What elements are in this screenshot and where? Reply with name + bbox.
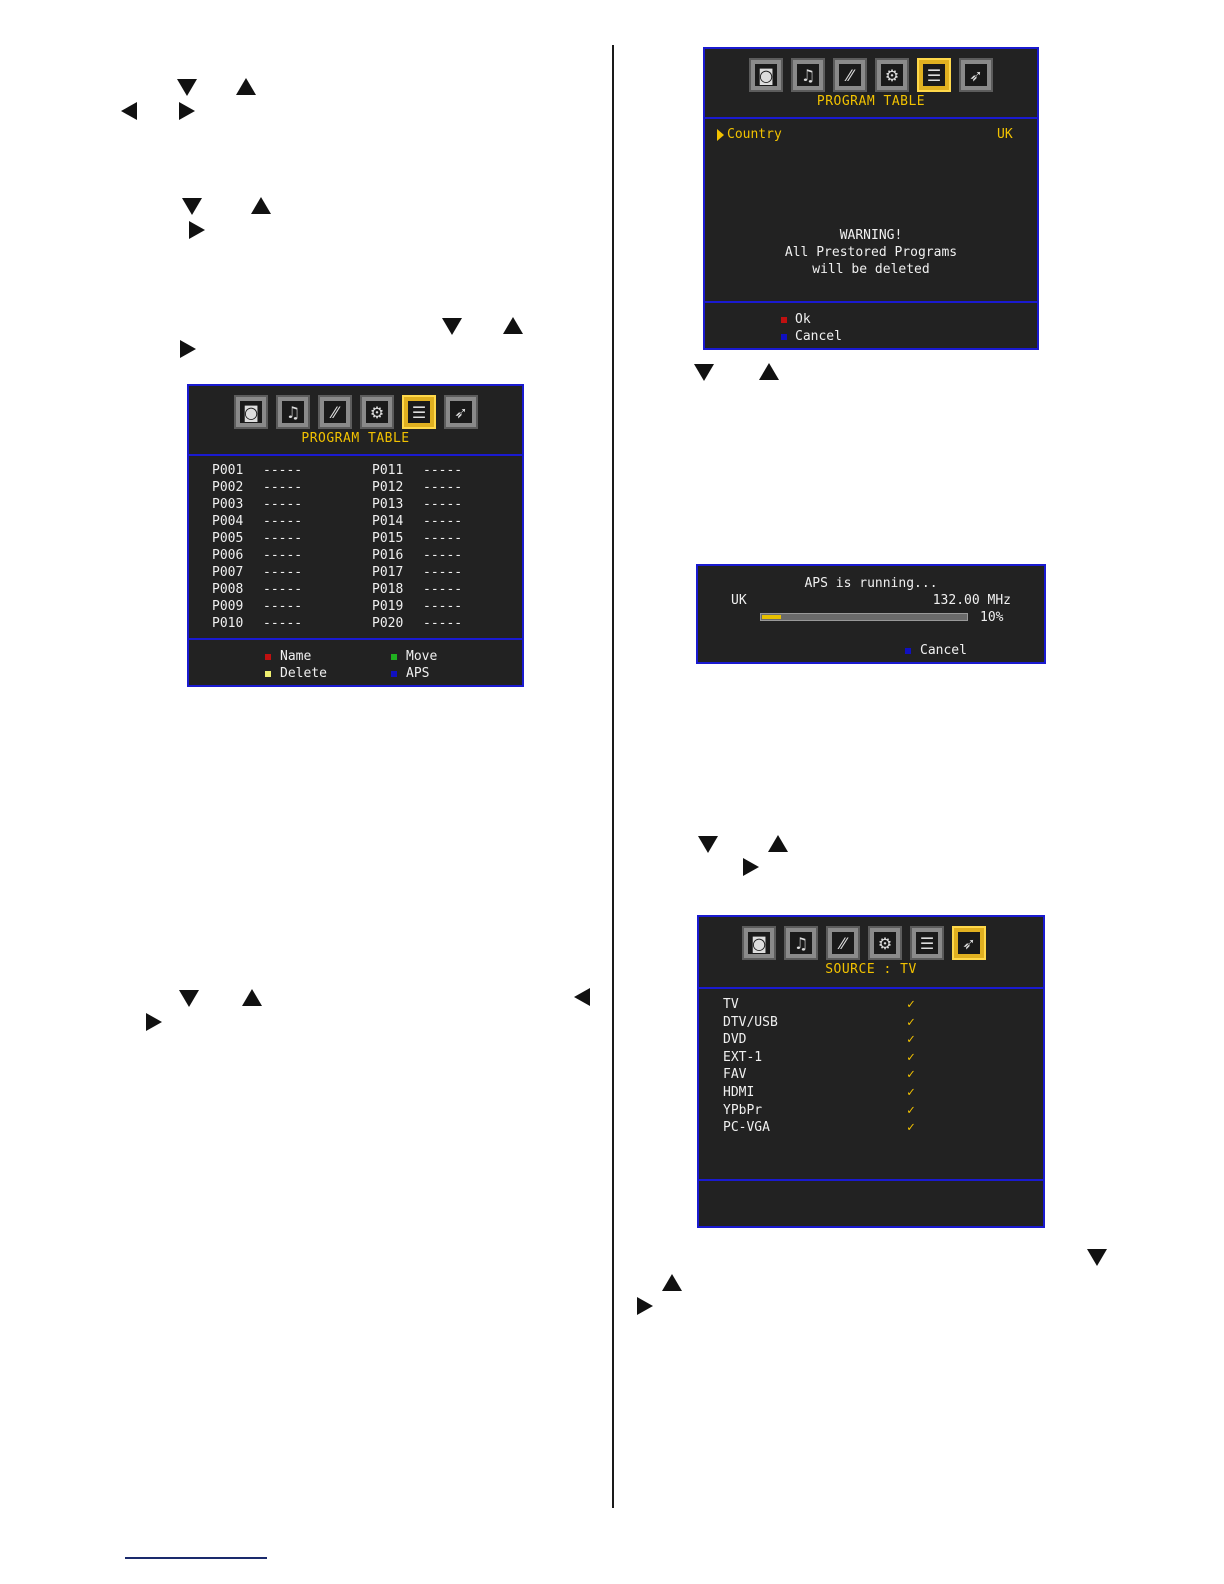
osd-separator [705, 301, 1037, 303]
program-name[interactable]: ----- [423, 599, 463, 614]
osd-title: PROGRAM TABLE [301, 431, 410, 446]
aps-warning-osd [703, 47, 1039, 350]
right-arrow-icon [189, 221, 205, 239]
program-name[interactable]: ----- [423, 616, 463, 631]
red-key-icon [781, 317, 787, 323]
check-icon: ✓ [907, 1032, 915, 1048]
program-number[interactable]: P004 [212, 514, 244, 529]
program-name[interactable]: ----- [263, 599, 303, 614]
settings-icon[interactable]: ⚙ [868, 926, 902, 960]
camera-icon[interactable]: ◙ [742, 926, 776, 960]
program-number[interactable]: P005 [212, 531, 244, 546]
source-icon[interactable]: ➶ [444, 395, 478, 429]
program-name[interactable]: ----- [263, 616, 303, 631]
left-arrow-icon [574, 988, 590, 1006]
source-icon[interactable]: ➶ [952, 926, 986, 960]
program-number[interactable]: P019 [372, 599, 404, 614]
down-arrow-icon [177, 79, 197, 96]
cancel-option[interactable]: Cancel [795, 329, 842, 344]
country-value[interactable]: UK [997, 127, 1013, 142]
aps-progress-bar [760, 613, 968, 621]
camera-icon[interactable]: ◙ [234, 395, 268, 429]
program-table-icon[interactable]: ☰ [910, 926, 944, 960]
osd-title: PROGRAM TABLE [816, 94, 926, 109]
picture-icon[interactable]: ⁄⁄ [826, 926, 860, 960]
program-name[interactable]: ----- [423, 531, 463, 546]
up-arrow-icon [759, 363, 779, 380]
blue-key-icon [781, 334, 787, 340]
blue-key-icon [391, 671, 397, 677]
program-number[interactable]: P001 [212, 463, 244, 478]
down-arrow-icon [182, 198, 202, 215]
right-arrow-icon [637, 1297, 653, 1315]
legend-delete[interactable]: Delete [280, 666, 327, 681]
warning-heading: WARNING! [839, 228, 903, 243]
program-number[interactable]: P011 [372, 463, 404, 478]
program-name[interactable]: ----- [423, 514, 463, 529]
country-label[interactable]: Country [727, 127, 782, 142]
program-number[interactable]: P008 [212, 582, 244, 597]
up-arrow-icon [662, 1274, 682, 1291]
program-number[interactable]: P015 [372, 531, 404, 546]
program-number[interactable]: P020 [372, 616, 404, 631]
osd-separator [189, 638, 522, 640]
aps-progress-percent: 10% [980, 610, 1004, 625]
program-name[interactable]: ----- [423, 480, 463, 495]
legend-name[interactable]: Name [280, 649, 312, 664]
program-name[interactable]: ----- [423, 565, 463, 580]
osd-title: SOURCE : TV [825, 962, 917, 977]
check-icon: ✓ [907, 1102, 915, 1118]
program-number[interactable]: P018 [372, 582, 404, 597]
program-name[interactable]: ----- [423, 497, 463, 512]
source-item[interactable]: HDMI [723, 1085, 755, 1100]
source-item[interactable]: FAV [723, 1067, 747, 1083]
green-key-icon [391, 654, 397, 660]
program-name[interactable]: ----- [263, 548, 303, 563]
osd-separator [705, 117, 1037, 119]
down-arrow-icon [698, 836, 718, 853]
check-icon: ✓ [907, 1085, 915, 1100]
program-name[interactable]: ----- [263, 514, 303, 529]
music-icon[interactable]: ♫ [791, 58, 825, 92]
program-number[interactable]: P009 [212, 599, 244, 614]
source-item[interactable]: EXT-1 [723, 1049, 763, 1065]
down-arrow-icon [442, 318, 462, 335]
camera-icon[interactable]: ◙ [749, 58, 783, 92]
source-item[interactable]: PC-VGA [723, 1120, 770, 1136]
red-key-icon [265, 654, 271, 660]
program-name[interactable]: ----- [423, 463, 463, 478]
check-icon: ✓ [907, 1014, 915, 1030]
program-number[interactable]: P010 [212, 616, 244, 631]
up-arrow-icon [242, 989, 262, 1006]
settings-icon[interactable]: ⚙ [875, 58, 909, 92]
program-number[interactable]: P006 [212, 548, 244, 563]
program-name[interactable]: ----- [263, 582, 303, 597]
program-table-icon[interactable]: ☰ [917, 58, 951, 92]
music-icon[interactable]: ♫ [784, 926, 818, 960]
aps-country: UK [731, 593, 747, 608]
up-arrow-icon [251, 197, 271, 214]
up-arrow-icon [768, 835, 788, 852]
source-icon[interactable]: ➶ [959, 58, 993, 92]
program-name[interactable]: ----- [423, 548, 463, 563]
up-arrow-icon [236, 78, 256, 95]
right-arrow-icon [146, 1013, 162, 1031]
right-arrow-icon [179, 102, 195, 120]
aps-progress-osd [696, 564, 1046, 664]
program-number[interactable]: P016 [372, 548, 404, 563]
up-arrow-icon [503, 317, 523, 334]
ok-option[interactable]: Ok [795, 312, 811, 327]
check-icon: ✓ [907, 1120, 915, 1136]
yellow-key-icon [265, 671, 271, 677]
check-icon: ✓ [907, 1067, 915, 1083]
program-table-icon[interactable]: ☰ [402, 395, 436, 429]
program-name[interactable]: ----- [263, 463, 303, 478]
program-number[interactable]: P003 [212, 497, 244, 512]
program-name[interactable]: ----- [423, 582, 463, 597]
picture-icon[interactable]: ⁄⁄ [833, 58, 867, 92]
column-divider [612, 45, 614, 1508]
program-number[interactable]: P012 [372, 480, 404, 495]
program-number[interactable]: P002 [212, 480, 244, 495]
source-item[interactable]: DVD [723, 1032, 747, 1048]
program-number[interactable]: P007 [212, 565, 244, 580]
down-arrow-icon [1087, 1249, 1107, 1266]
warning-line: will be deleted [812, 262, 930, 277]
menu-icon-bar [749, 58, 993, 92]
down-arrow-icon [179, 990, 199, 1007]
osd-separator [699, 1179, 1043, 1181]
music-icon[interactable]: ♫ [276, 395, 310, 429]
legend-move[interactable]: Move [406, 649, 438, 664]
program-number[interactable]: P017 [372, 565, 404, 580]
aps-progress-fill [762, 615, 781, 619]
right-arrow-icon [743, 858, 759, 876]
program-name[interactable]: ----- [263, 565, 303, 580]
picture-icon[interactable]: ⁄⁄ [318, 395, 352, 429]
warning-line: All Prestored Programs [784, 245, 958, 260]
program-number[interactable]: P013 [372, 497, 404, 512]
source-osd [697, 915, 1045, 1228]
right-arrow-icon [180, 340, 196, 358]
cancel-option[interactable]: Cancel [920, 643, 967, 658]
menu-icon-bar [234, 395, 478, 429]
check-icon: ✓ [907, 1049, 915, 1065]
legend-aps[interactable]: APS [406, 666, 430, 681]
program-name[interactable]: ----- [263, 531, 303, 546]
aps-status: APS is running... [804, 576, 938, 591]
osd-separator [189, 454, 522, 456]
program-table-osd [187, 384, 524, 687]
selection-pointer-icon [717, 129, 724, 141]
blue-key-icon [905, 648, 911, 654]
program-name[interactable]: ----- [263, 497, 303, 512]
left-arrow-icon [121, 102, 137, 120]
source-item[interactable]: DTV/USB [723, 1014, 778, 1030]
settings-icon[interactable]: ⚙ [360, 395, 394, 429]
footnote-rule [125, 1557, 267, 1559]
source-item[interactable]: TV [723, 997, 739, 1012]
program-number[interactable]: P014 [372, 514, 404, 529]
osd-separator [699, 987, 1043, 989]
check-icon: ✓ [907, 997, 915, 1012]
aps-frequency: 132.00 MHz [932, 593, 1011, 608]
program-name[interactable]: ----- [263, 480, 303, 495]
down-arrow-icon [694, 364, 714, 381]
source-item[interactable]: YPbPr [723, 1102, 763, 1118]
menu-icon-bar [742, 926, 986, 960]
